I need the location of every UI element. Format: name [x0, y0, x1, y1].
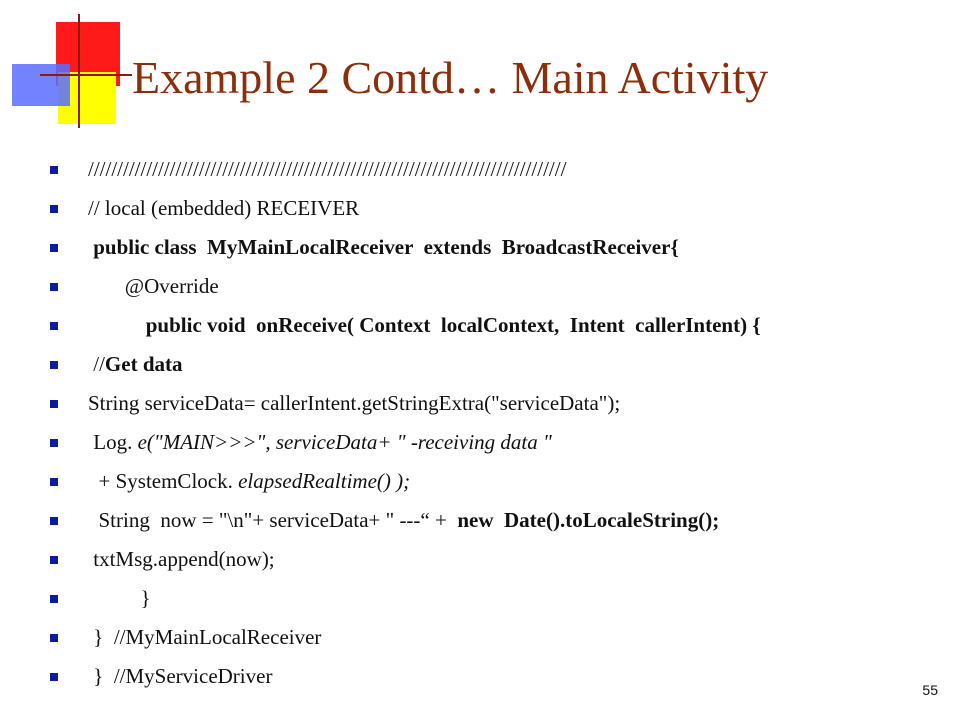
bullet-text: [88, 384, 620, 423]
bullet-marker: [50, 517, 58, 525]
bullet-item: [50, 345, 930, 384]
bullet-marker: [50, 322, 58, 330]
slide-title: Example 2 Contd… Main Activity: [132, 52, 769, 103]
bullet-text: [88, 150, 566, 189]
bullet-item: [50, 540, 930, 579]
bullet-text: [88, 423, 552, 462]
bullet-marker: [50, 361, 58, 369]
code-segment: } //MyServiceDriver: [88, 664, 273, 688]
bullet-text: [88, 540, 275, 579]
logo-vertical-line: [78, 14, 80, 128]
bullet-text: [88, 579, 151, 618]
code-segment: }: [88, 586, 151, 610]
logo-horizontal-line: [40, 74, 132, 76]
bullet-marker: [50, 634, 58, 642]
code-segment: elapsedRealtime() );: [238, 469, 411, 493]
bullet-item: [50, 189, 930, 228]
code-segment: e("MAIN>>>", serviceData+ " -receiving data ": [137, 430, 552, 454]
code-segment: public class MyMainLocalReceiver extends BroadcastReceiver{: [88, 235, 679, 259]
bullet-text: [88, 462, 410, 501]
bullet-text: [88, 228, 679, 267]
page-number: 55: [922, 682, 938, 698]
code-segment: String serviceData= callerIntent.getStringExtra("serviceData");: [88, 391, 621, 415]
bullet-marker: [50, 400, 58, 408]
logo-blue-square: [12, 64, 70, 106]
bullet-item: [50, 306, 930, 345]
bullet-text: [88, 306, 761, 345]
bullet-item: [50, 618, 930, 657]
bullet-text: [88, 501, 719, 540]
bullet-item: [50, 150, 930, 189]
code-segment: txtMsg.append(now);: [88, 547, 275, 571]
bullet-item: [50, 267, 930, 306]
bullet-text: [88, 657, 272, 696]
bullet-text: [88, 618, 321, 657]
bullet-marker: [50, 244, 58, 252]
bullet-marker: [50, 166, 58, 174]
bullet-item: [50, 228, 930, 267]
code-segment: //: [88, 352, 105, 376]
decorative-logo: [0, 0, 130, 130]
code-segment: String now = "\n"+ serviceData+ " ---“ +: [88, 508, 458, 532]
code-segment: + SystemClock.: [88, 469, 239, 493]
bullet-item: [50, 384, 930, 423]
code-segment: Get data: [104, 352, 183, 376]
bullet-marker: [50, 556, 58, 564]
bullet-marker: [50, 478, 58, 486]
bullet-marker: [50, 595, 58, 603]
bullet-marker: [50, 283, 58, 291]
bullet-item: [50, 657, 930, 696]
bullet-marker: [50, 205, 58, 213]
bullet-item: [50, 501, 930, 540]
bullet-marker: [50, 439, 58, 447]
bullet-text: [88, 345, 183, 384]
bullet-item: [50, 423, 930, 462]
code-segment: @Override: [88, 274, 219, 298]
bullet-item: [50, 579, 930, 618]
code-segment: //////////////////////////////////////////////////////////////////////////////////: [88, 157, 567, 181]
code-segment: Log.: [88, 430, 138, 454]
bullet-marker: [50, 673, 58, 681]
code-segment: } //MyMainLocalReceiver: [88, 625, 322, 649]
code-segment: public void onReceive( Context localContext, Intent callerIntent) {: [88, 313, 761, 337]
code-segment: new Date().toLocaleString();: [457, 508, 720, 532]
bullet-text: [88, 267, 219, 306]
bullet-item: [50, 462, 930, 501]
bullet-text: [88, 189, 359, 228]
code-segment: // local (embedded) RECEIVER: [88, 196, 360, 220]
code-bullet-list: [50, 150, 930, 696]
